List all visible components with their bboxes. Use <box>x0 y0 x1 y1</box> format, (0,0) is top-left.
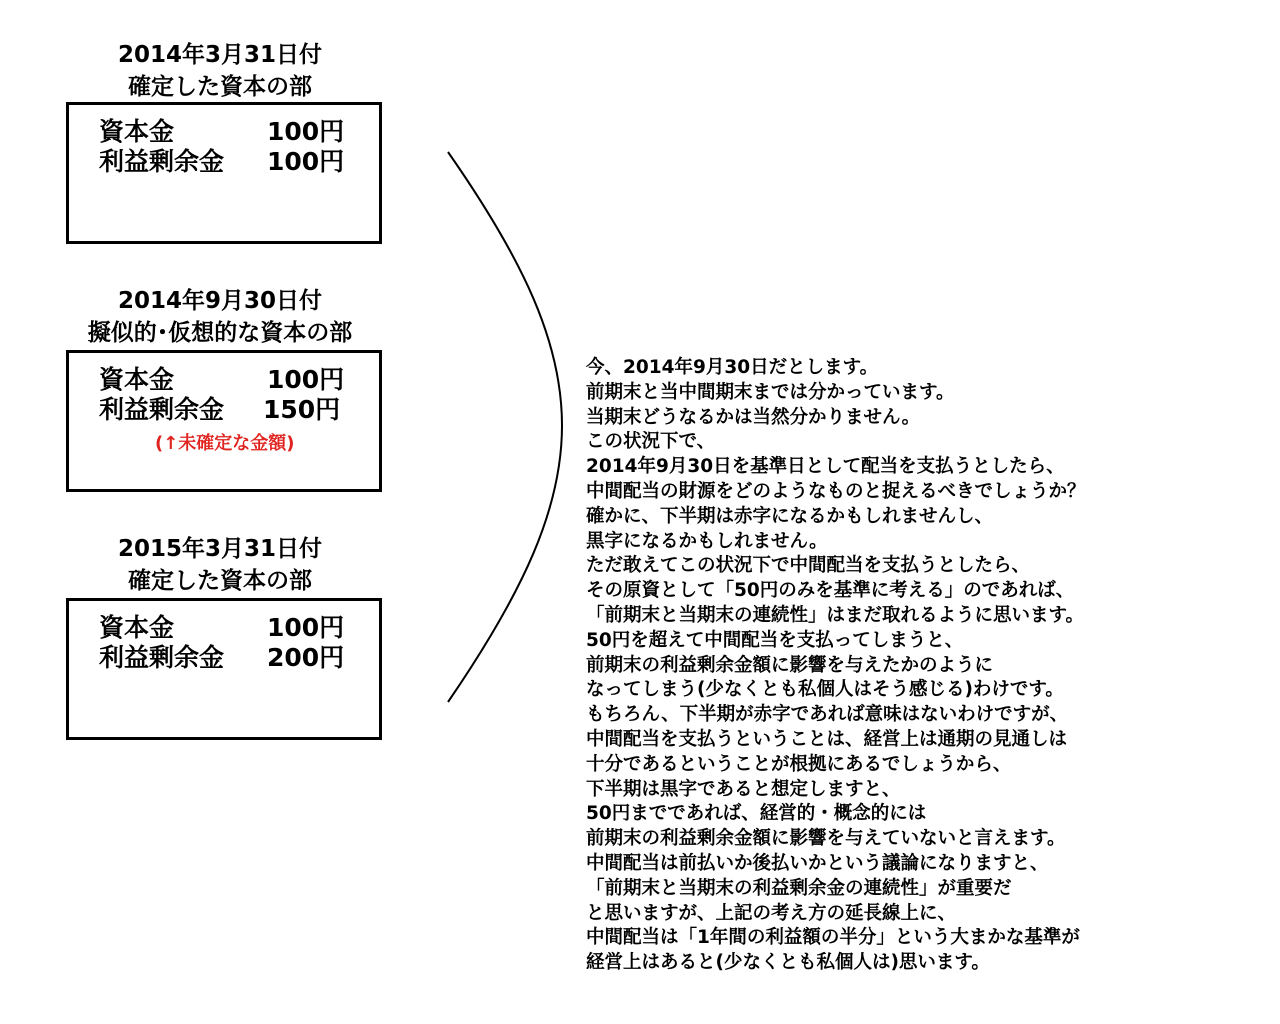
paragraph-line: もちろん、下半期が赤字であれば意味はないわけですが、 <box>586 704 1069 726</box>
section-2-title-line2: 擬似的･仮想的な資本の部 <box>87 320 353 346</box>
row-label: 資本金 <box>99 613 175 642</box>
paragraph-line: 経営上はあると(少なくとも私個人は)思います。 <box>586 952 990 974</box>
paragraph-line: 中間配当は「1年間の利益額の半分」という大まかな基準が <box>586 927 1080 949</box>
row-value: 100円 <box>267 613 345 642</box>
paragraph-line: 十分であるということが根拠にあるでしょうから、 <box>586 753 1012 775</box>
paragraph-line: 前期末の利益剰余金額に影響を与えたかのように <box>586 654 994 676</box>
paragraph-line: 中間配当の財源をどのようなものと捉えるべきでしょうか？ <box>586 480 1086 502</box>
section-1-title-line2: 確定した資本の部 <box>128 74 312 100</box>
paragraph-line: 50円を超えて中間配当を支払ってしまうと、 <box>586 629 964 651</box>
paragraph-line: 当期末どうなるかは当然分かりません。 <box>586 406 921 428</box>
paragraph-line: ただ敢えてこの状況下で中間配当を支払うとしたら、 <box>586 555 1031 577</box>
section-2-title-line1: 2014年9月30日付 <box>117 288 323 314</box>
paragraph-line: 50円までであれば、経営的・概念的には <box>586 803 927 825</box>
paragraph-line: と思いますが、上記の考え方の延長線上に、 <box>586 902 957 924</box>
section-1-title-line1: 2014年3月31日付 <box>117 42 323 68</box>
paragraph-line: 確かに、下半期は赤字になるかもしれませんし、 <box>586 505 994 527</box>
explanation-paragraph <box>586 356 1266 976</box>
row-value: 100円 <box>267 117 345 146</box>
row-value: 150円 <box>263 395 341 424</box>
paragraph-line: 前期末と当中間期末までは分かっています。 <box>586 381 955 403</box>
section-3-title-line2: 確定した資本の部 <box>128 568 312 594</box>
paragraph-line: 今、2014年9月30日だとします。 <box>586 357 879 378</box>
paragraph-line: 「前期末と当期末の利益剰余金の連続性」が重要だ <box>586 877 1012 899</box>
row-label: 資本金 <box>99 117 175 146</box>
section-3-title-line1: 2015年3月31日付 <box>117 536 323 562</box>
paragraph-line: 2014年9月30日を基準日として配当を支払うとしたら、 <box>586 456 1065 478</box>
row-value: 100円 <box>267 147 345 176</box>
paragraph-line: この状況下で、 <box>586 431 716 453</box>
row-label: 利益剰余金 <box>99 643 225 672</box>
row-label: 利益剰余金 <box>99 395 225 424</box>
paragraph-line: 黒字になるかもしれません。 <box>586 530 828 552</box>
paragraph-line: 中間配当を支払うということは、経営上は通期の見通しは <box>586 728 1068 750</box>
row-value: 200円 <box>267 643 345 672</box>
unconfirmed-amount-note: (↑未確定な金額) <box>155 433 295 454</box>
paragraph-line: 「前期末と当期末の連続性」はまだ取れるように思います。 <box>586 604 1085 626</box>
row-label: 利益剰余金 <box>99 147 225 176</box>
paragraph-line: 下半期は黒字であると想定しますと、 <box>586 778 901 800</box>
paragraph-line: 中間配当は前払いか後払いかという議論になりますと、 <box>586 852 1049 874</box>
row-value: 100円 <box>267 365 345 394</box>
paragraph-line: その原資として「50円のみを基準に考える」のであれば、 <box>586 580 1075 602</box>
paragraph-line: 前期末の利益剰余金額に影響を与えていないと言えます。 <box>586 828 1066 850</box>
row-label: 資本金 <box>99 365 175 394</box>
paragraph-line: なってしまう(少なくとも私個人はそう感じる)わけです。 <box>586 679 1064 701</box>
